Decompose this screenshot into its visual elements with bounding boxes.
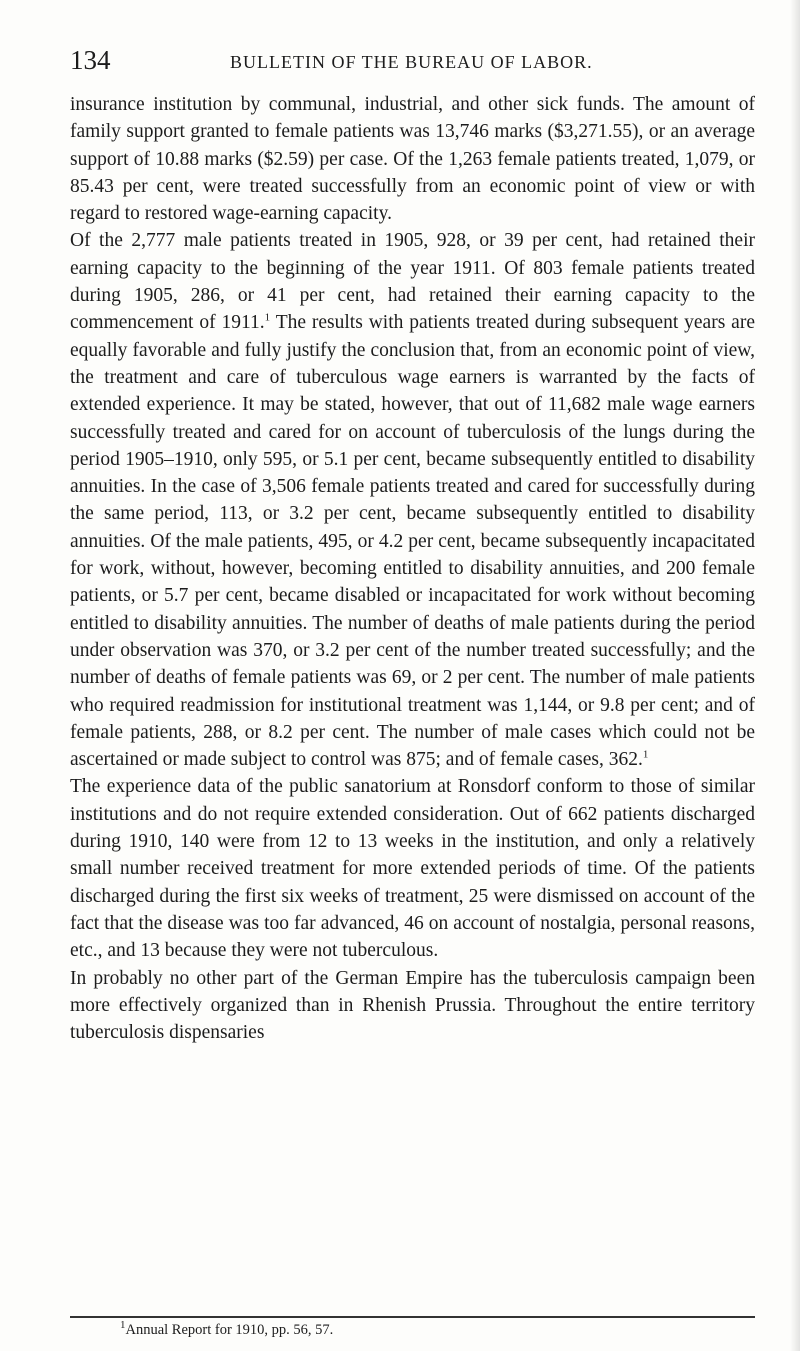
paragraph-1 <box>70 91 755 227</box>
footnote <box>120 1319 333 1341</box>
footnote-divider <box>70 1316 755 1318</box>
paragraph-3-text: The experience data of the public sanatorium at Ronsdorf conform to those of similar institutions and do not require extended consideration. Out of 662 patients discharged during 1910, 140 were from 12 to 13 weeks in the institution, and only a relatively small number received treatment for more extended periods of time. Of the patients discharged during the first six weeks of treatment, 25 were dismissed on account of the fact that the disease was too far advanced, 46 on account of nostalgia, personal reasons, etc., and 13 because they were not tuberculous. <box>70 776 755 962</box>
page-number: 134 <box>70 45 111 75</box>
footnote-ref: 1 <box>264 311 271 324</box>
page-edge-shadow <box>790 0 800 1351</box>
footnote-marker: 1 <box>120 1319 126 1332</box>
footnote-text: Annual Report for 1910, pp. 56, 57. <box>125 1322 334 1338</box>
paragraph-3 <box>70 773 755 964</box>
footnote-ref-2: 1 <box>642 748 649 761</box>
page-header <box>70 42 755 82</box>
paragraph-2-continued-text: The results with patients treated during subsequent years are equally favorable and fully justify the conclusion that, from an economic point of view, the treatment and care of tuberculous wage earners is warranted by the facts of extended experience. It may be stated, however, that out of 11,682 male wage earners successfully treated and cared for on account of tuberculosis of the lungs during the period 1905–1910, only 595, or 5.1 per cent, became subsequently entitled to disability annuities. In the case of 3,506 female patients treated and cared for successfully during the same period, 113, or 3.2 per cent, became subsequently entitled to disability annuities. Of the male patients, 495, or 4.2 per cent, became subsequently incapacitated for work, without, however, becoming entitled to disability annuities, and 200 female patients, or 5.7 per cent, became disabled or incapacitated for work without becoming entitled to disability annuities. The number of deaths of male patients during the period under observation was 370, or 3.2 per cent of the number treated successfully; and the number of deaths of female patients was 69, or 2 per cent. The number of male patients who required readmission for institutional treatment was 1,144, or 9.8 per cent; and of female patients, 288, or 8.2 per cent. The number of male cases which could not be ascertained or made subject to control was 875; and of female cases, 362. <box>70 312 755 771</box>
running-head: BULLETIN OF THE BUREAU OF LABOR. <box>230 52 593 72</box>
paragraph-1-text: insurance institution by communal, industrial, and other sick funds. The amount of family support granted to female patients was 13,746 marks ($3,271.55), or an average support of 10.88 marks ($2.59) per case. Of the 1,263 female patients treated, 1,079, or 85.43 per cent, were treated successfully from an economic point of view or with regard to restored wage-earning capacity. <box>70 94 755 225</box>
paragraph-2 <box>70 227 755 773</box>
body-text <box>70 91 755 1046</box>
paragraph-4-text: In probably no other part of the German Empire has the tuberculosis campaign been more effectively organized than in Rhenish Prussia. Throughout the entire territory tuberculosis dispensaries <box>70 967 755 1044</box>
paragraph-2-text: Of the 2,777 male patients treated in 1905, 928, or 39 per cent, had retained their earning capacity to the beginning of the year 1911. Of 803 female patients treated during 1905, 286, or 41 per cent, had retained their earning capacity to the commencement of 1911. <box>70 230 755 334</box>
paragraph-4 <box>70 965 755 1047</box>
